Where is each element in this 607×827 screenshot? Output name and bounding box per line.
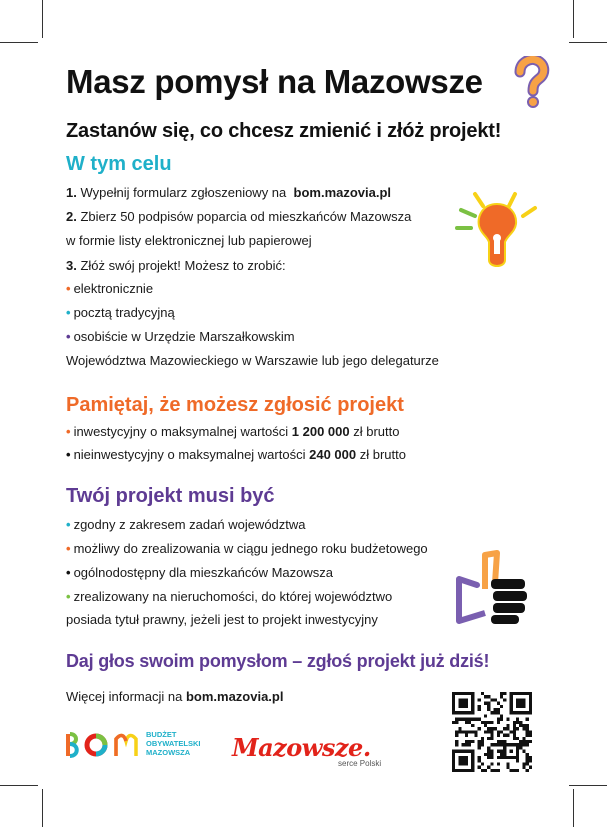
question-mark-icon	[512, 56, 552, 110]
step-number: 3.	[66, 258, 77, 273]
mazowsze-tagline: serce Polski	[338, 759, 382, 768]
lightbulb-icon	[453, 188, 543, 278]
qr-code[interactable]	[452, 692, 532, 772]
mazowsze-logo: Mazowsze.	[232, 733, 371, 762]
thumbs-up-icon	[455, 549, 535, 631]
step-text: Złóż swój projekt! Możesz to zrobić:	[80, 258, 286, 273]
step-text: Wypełnij formularz zgłoszeniowy na	[80, 185, 287, 200]
crop-mark	[569, 42, 607, 43]
list-item-continued: Województwa Mazowieckiego w Warszawie lub jego delegaturze	[66, 353, 439, 368]
crop-mark	[573, 789, 574, 827]
step-3	[66, 258, 286, 274]
website-link[interactable]: bom.mazovia.pl	[293, 185, 392, 200]
step-text: Zbierz 50 podpisów poparcia od mieszkańców Mazowsza	[80, 209, 412, 224]
more-info-text: Więcej informacji na	[66, 689, 183, 704]
step-1	[66, 185, 391, 201]
step-2-continued: w formie listy elektronicznej lub papierowej	[66, 233, 312, 248]
crop-mark	[42, 789, 43, 827]
step-number: 1.	[66, 185, 77, 200]
list-item: • zgodny z zakresem zadań województwa	[66, 517, 306, 532]
step-2	[66, 209, 411, 225]
list-item-continued: posiada tytuł prawny, jeżeli jest to projekt inwestycyjny	[66, 612, 378, 627]
crop-mark	[0, 42, 38, 43]
list-item: • nieinwestycyjny o maksymalnej wartości 240 000 zł brutto	[66, 447, 406, 462]
page-title: Masz pomysł na Mazowsze	[66, 63, 483, 100]
list-item: • ogólnodostępny dla mieszkańców Mazowsza	[66, 565, 333, 580]
step-number: 2.	[66, 209, 77, 224]
section-heading-steps: W tym celu	[66, 153, 172, 175]
list-item: • elektronicznie	[66, 281, 154, 296]
crop-mark	[42, 0, 43, 38]
budzet-obywatelski-logo	[66, 731, 146, 761]
section-heading-project-types: Pamiętaj, że możesz zgłosić projekt	[66, 394, 404, 416]
list-item: • osobiście w Urzędzie Marszałkowskim	[66, 329, 295, 344]
list-item: • inwestycyjny o maksymalnej wartości 1 200 000 zł brutto	[66, 424, 400, 439]
list-item: • pocztą tradycyjną	[66, 305, 175, 320]
budzet-obywatelski-label: BUDŻET OBYWATELSKI MAZOWSZA	[146, 730, 201, 757]
crop-mark	[573, 0, 574, 38]
list-item: • możliwy do zrealizowania w ciągu jednego roku budżetowego	[66, 541, 428, 556]
crop-mark	[569, 785, 607, 786]
website-link[interactable]: bom.mazovia.pl	[185, 689, 284, 704]
call-to-action: Daj głos swoim pomysłom – zgłoś projekt już dziś!	[66, 651, 490, 671]
more-info	[66, 689, 283, 704]
crop-mark	[0, 785, 38, 786]
section-heading-requirements: Twój projekt musi być	[66, 485, 275, 507]
page-subtitle: Zastanów się, co chcesz zmienić i złóż projekt!	[66, 120, 502, 142]
list-item: • zrealizowany na nieruchomości, do której województwo	[66, 589, 393, 604]
